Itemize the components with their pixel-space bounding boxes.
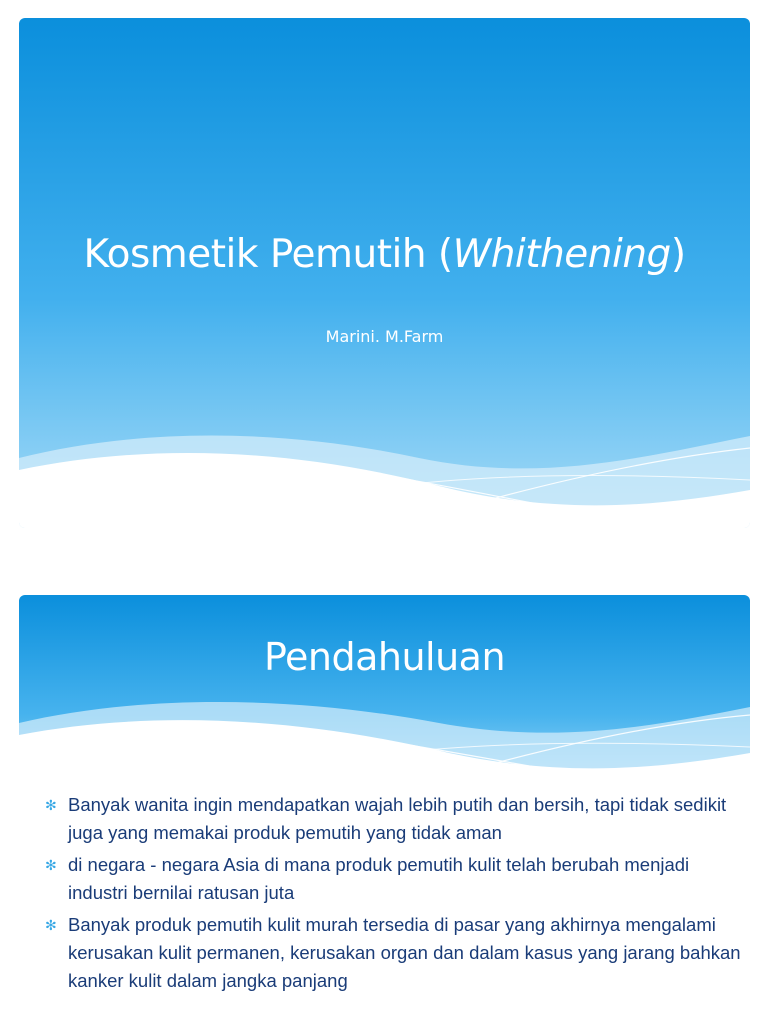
- slide-pendahuluan: [19, 595, 750, 1024]
- title-italic-text: Whithening: [452, 232, 671, 277]
- asterisk-bullet-icon: ✻: [45, 857, 57, 873]
- slide-title: [19, 18, 750, 528]
- bullet-item: [44, 791, 744, 847]
- asterisk-bullet-icon: ✻: [45, 797, 57, 813]
- bullet-text: di negara - negara Asia di mana produk pemutih kulit telah berubah menjadi industri bernilai ratusan juta: [68, 854, 690, 903]
- bullet-text: Banyak produk pemutih kulit murah tersedia di pasar yang akhirnya mengalami kerusakan kulit permanen, kerusakan organ dan dalam kasus yang jarang bahkan kanker kulit dalam jangka panjang: [68, 914, 741, 991]
- bullet-text: Banyak wanita ingin mendapatkan wajah lebih putih dan bersih, tapi tidak sedikit juga yang memakai produk pemutih yang tidak aman: [68, 794, 727, 843]
- bullet-item: [44, 851, 744, 907]
- slide-heading: Pendahuluan: [263, 635, 506, 679]
- title-main-text: Kosmetik Pemutih (: [83, 232, 453, 277]
- asterisk-bullet-icon: ✻: [45, 917, 57, 933]
- presentation-author: Marini. M.Farm: [325, 327, 444, 346]
- slide-header-waves: [19, 595, 750, 795]
- presentation-title: [19, 232, 750, 277]
- bullet-item: [44, 911, 744, 995]
- bullet-list: [44, 791, 744, 999]
- title-end-text: ): [670, 232, 686, 277]
